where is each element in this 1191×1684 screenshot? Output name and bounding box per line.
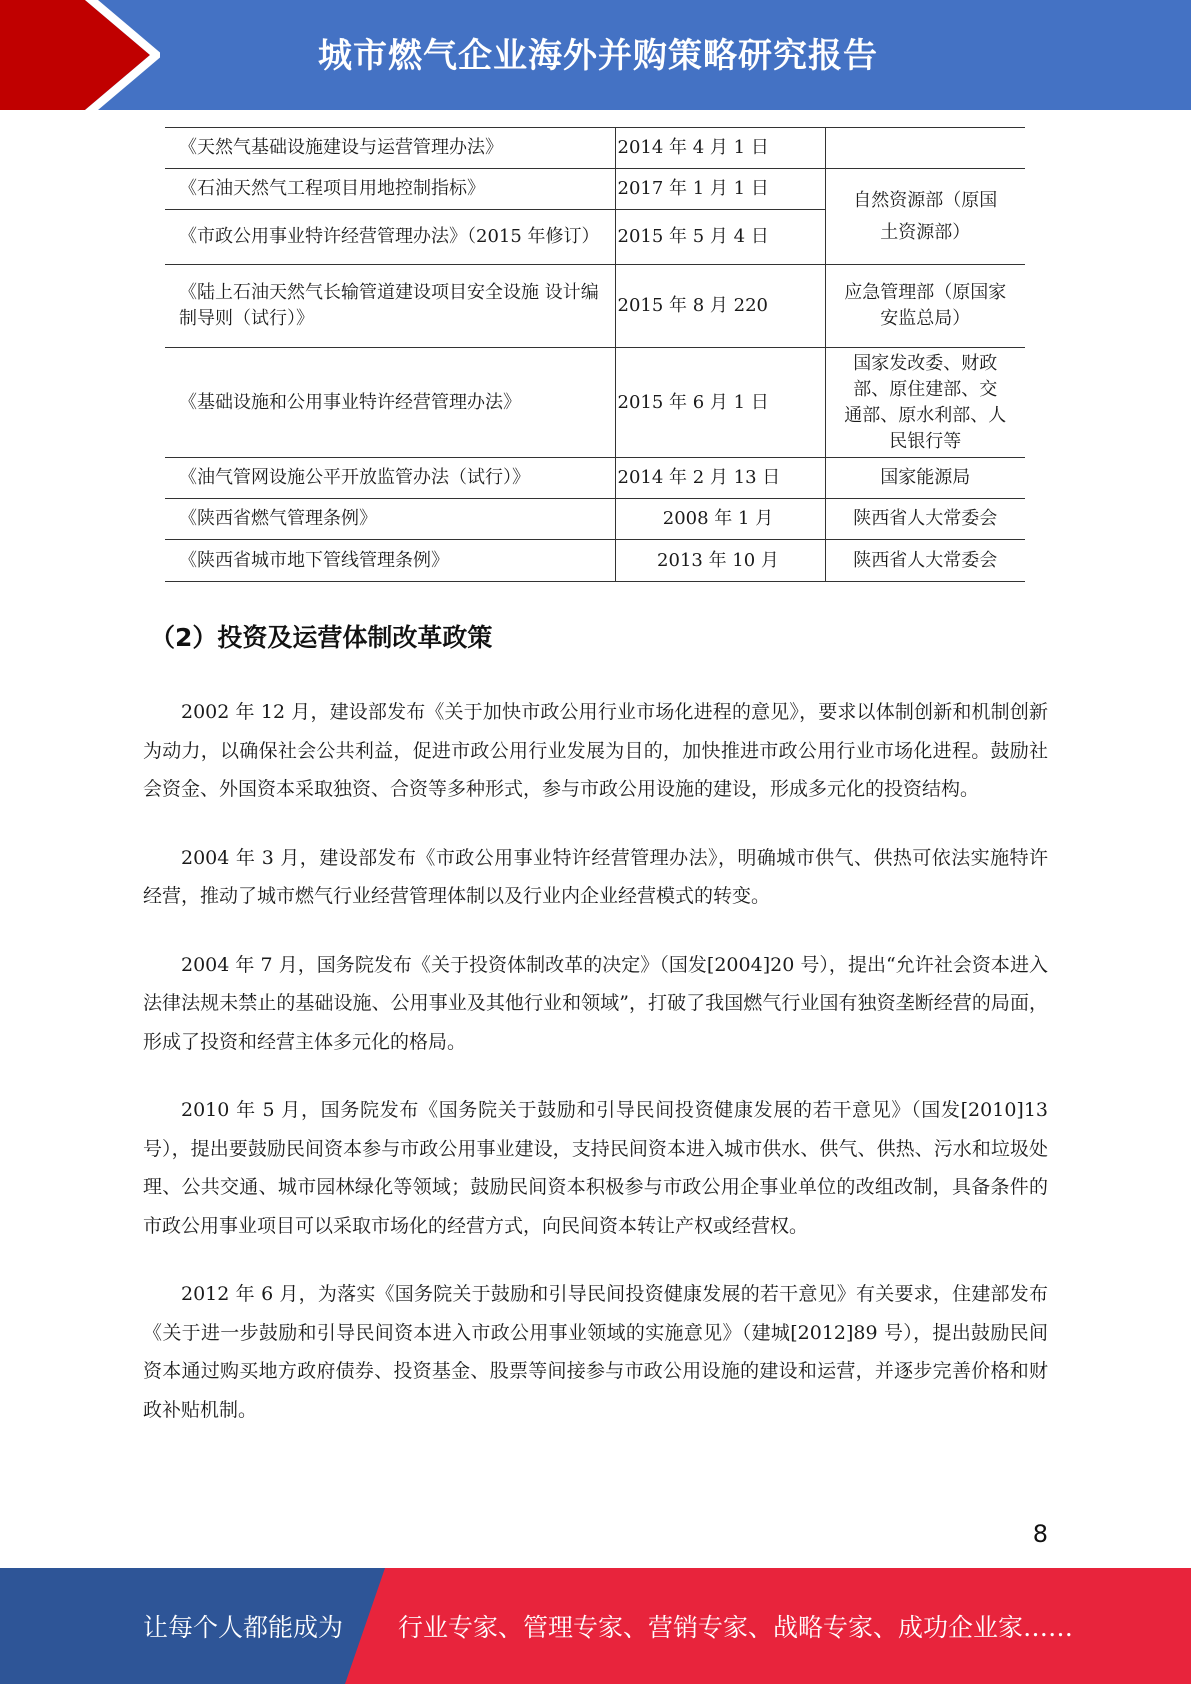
page-footer <box>0 1568 1191 1684</box>
header-arrow-decoration <box>0 0 160 110</box>
policy-table <box>165 127 1025 582</box>
paragraph: 2002 年 12 月，建设部发布《关于加快市政公用行业市场化进程的意见》，要求以体制创新和机制创新为动力，以确保社会公共利益，促进市政公用行业发展为目的，加快推进市政公用行业市场化进程。鼓励社会资金、外国资本采取独资、合资等多种形式，参与市政公用设施的建设，形成多元化的投资结构。 <box>143 701 1048 800</box>
header-red-chevron <box>0 0 150 110</box>
policy-date-cell: 2014 年 4 月 1 日 <box>615 128 825 169</box>
page-header <box>0 0 1191 110</box>
page-number: 8 <box>1032 1520 1048 1548</box>
table-row <box>165 169 1025 210</box>
body-content <box>143 693 1048 1459</box>
table-row <box>165 499 1025 540</box>
policy-dept-cell: 陕西省人大常委会 <box>825 499 1025 540</box>
policy-dept-cell <box>825 128 1025 169</box>
paragraph: 2004 年 7 月，国务院发布《关于投资体制改革的决定》（国发[2004]20 号），提出“允许社会资本进入法律法规未禁止的基础设施、公用事业及其他行业和领域”，打破了我国燃气行业国有独资垄断经营的局面，形成了投资和经营主体多元化的格局。 <box>143 953 1048 1053</box>
policy-date-cell: 2015 年 8 月 220 <box>615 265 825 348</box>
paragraph: 2010 年 5 月，国务院发布《国务院关于鼓励和引导民间投资健康发展的若干意见》（国发[2010]13 号），提出要鼓励民间资本参与市政公用事业建设，支持民间资本进入城市供水、供气、供热、污水和垃圾处理、公共交通、城市园林绿化等领域；鼓励民间资本积极参与市政公用企事业单位的改组改制，具备条件的市政公用事业项目可以采取市场化的经营方式，向民间资本转让产权或经营权。 <box>143 1099 1048 1237</box>
policy-name-cell: 《基础设施和公用事业特许经营管理办法》 <box>165 348 615 458</box>
section-heading: （2）投资及运营体制改革政策 <box>150 623 493 652</box>
footer-slogan-left: 让每个人都能成为 <box>143 1613 344 1642</box>
paragraph: 2012 年 6 月，为落实《国务院关于鼓励和引导民间投资健康发展的若干意见》有关要求，住建部发布《关于进一步鼓励和引导民间资本进入市政公用事业领域的实施意见》（建城[2012]89 号），提出鼓励民间资本通过购买地方政府债券、投资基金、股票等间接参与市政公用设施的建设和运营，并逐步完善价格和财政补贴机制。 <box>143 1283 1048 1421</box>
policy-date-cell: 2015 年 6 月 1 日 <box>615 348 825 458</box>
policy-date-cell: 2015 年 5 月 4 日 <box>615 210 825 265</box>
policy-name-cell: 《陕西省城市地下管线管理条例》 <box>165 540 615 582</box>
policy-name-cell: 《石油天然气工程项目用地控制指标》 <box>165 169 615 210</box>
header-title: 城市燃气企业海外并购策略研究报告 <box>318 36 878 76</box>
table-row <box>165 348 1025 458</box>
policy-dept-cell: 国家能源局 <box>825 458 1025 499</box>
policy-dept-cell: 自然资源部（原国土资源部） <box>825 169 1025 265</box>
table-row <box>165 458 1025 499</box>
table-row <box>165 540 1025 582</box>
policy-name-cell: 《油气管网设施公平开放监管办法（试行）》 <box>165 458 615 499</box>
policy-dept-cell: 应急管理部（原国家 安监总局） <box>825 265 1025 348</box>
policy-name-cell: 《陆上石油天然气长输管道建设项目安全设施 设计编制导则（试行）》 <box>165 265 615 348</box>
policy-name-cell: 《陕西省燃气管理条例》 <box>165 499 615 540</box>
policy-dept-cell: 国家发改委、财政部、原住建部、交 通部、原水利部、人民银行等 <box>825 348 1025 458</box>
policy-name-cell: 《市政公用事业特许经营管理办法》（2015 年修订） <box>165 210 615 265</box>
policy-date-cell: 2008 年 1 月 <box>615 499 825 540</box>
table-row <box>165 128 1025 169</box>
policy-date-cell: 2013 年 10 月 <box>615 540 825 582</box>
table-row <box>165 265 1025 348</box>
policy-name-cell: 《天然气基础设施建设与运营管理办法》 <box>165 128 615 169</box>
footer-slogan-right: 行业专家、管理专家、营销专家、战略专家、成功企业家…… <box>398 1613 1074 1642</box>
paragraph: 2004 年 3 月，建设部发布《市政公用事业特许经营管理办法》，明确城市供气、供热可依法实施特许经营，推动了城市燃气行业经营管理体制以及行业内企业经营模式的转变。 <box>143 846 1048 907</box>
policy-date-cell: 2014 年 2 月 13 日 <box>615 458 825 499</box>
policy-date-cell: 2017 年 1 月 1 日 <box>615 169 825 210</box>
policy-dept-cell: 陕西省人大常委会 <box>825 540 1025 582</box>
